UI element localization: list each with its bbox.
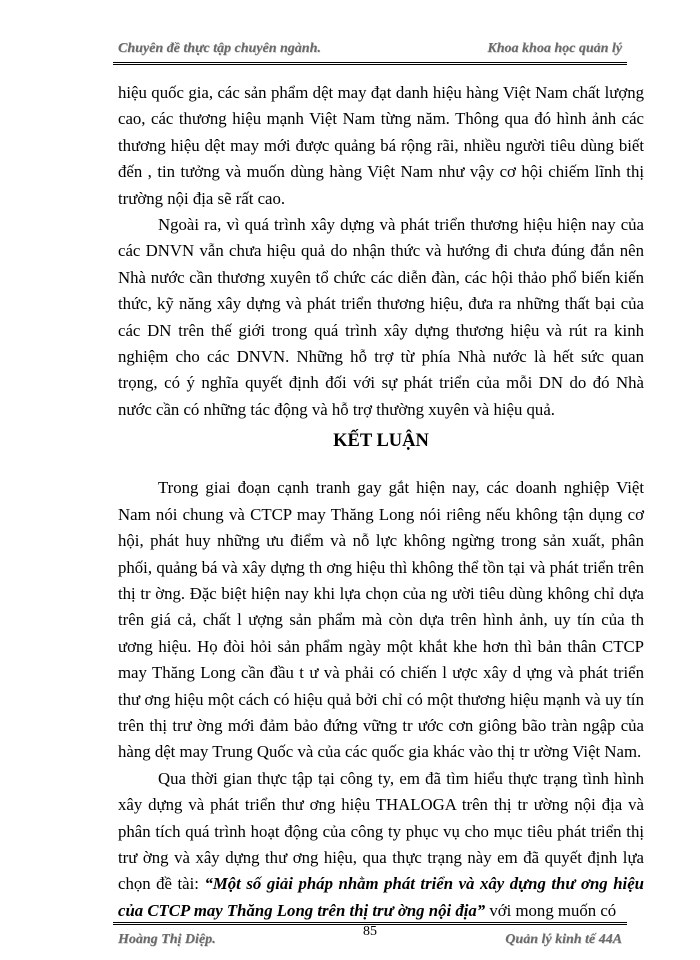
section-heading: KẾT LUẬN bbox=[333, 431, 429, 452]
header-left: Chuyên đề thực tập chuyên ngành. bbox=[118, 41, 321, 56]
thesis-title: “Một số giải pháp nhằm phát triển và xây dựng thư ơng hiệu của CTCP may Thăng Long trên thị trư ờng nội địa” bbox=[118, 874, 645, 920]
paragraph-4-tail: với mong muốn có bbox=[485, 900, 617, 920]
page-number: 85 bbox=[363, 924, 377, 939]
paragraph-4-lead: Qua thời gian thực tập tại công ty, em đã tìm hiểu thực trạng tình hình xây dựng và phát triển thư ơng hiệu THALOGA trên thị tr ường nội địa và phân tích quá trình hoạt động của công ty phục vụ cho mục tiêu phát triển thị trư ờng và xây dựng thư ơng hiệu, qua thực trạng này em đã quyết định lựa chọn đề tài: bbox=[118, 768, 644, 894]
paragraph-2: Ngoài ra, vì quá trình xây dựng và phát triển thương hiệu hiện nay của các DNVN vẫn chưa hiệu quả do nhận thức và hướng đi chưa đúng đắn nên Nhà nước cần thương xuyên tổ chức các diễn đàn, các hội thảo phổ biến kiến thức, kỹ năng xây dựng và phát triển thương hiệu, đưa ra những thất bại của các DN trên thế giới trong quá trình xây dựng thương hiệu và rút ra kinh nghiệm cho các DNVN. Những hỗ trợ từ phía Nhà nước là hết sức quan trọng, có ý nghĩa quyết định đối với sự phát triển của mỗi DN do đó Nhà nước cần có những tác động và hỗ trợ thường xuyên và hiệu quả. bbox=[118, 215, 644, 419]
paragraph-1: hiệu quốc gia, các sản phẩm dệt may đạt danh hiệu hàng Việt Nam chất lượng cao, các thương hiệu mạnh Việt Nam từng năm. Thông qua đó hình ảnh các thương hiệu dệt may mới được quảng bá rộng rãi, nhiều người tiêu dùng biết đến , tin tưởng và muốn dùng hàng Việt Nam như vậy cơ hội chiếm lĩnh thị trường nội địa sẽ rất cao. bbox=[118, 83, 644, 208]
page-footer bbox=[118, 924, 622, 947]
header-right: Khoa khoa học quản lý bbox=[487, 41, 622, 56]
page-header bbox=[118, 41, 622, 59]
paragraph-4 bbox=[118, 766, 644, 924]
footer-department: Quản lý kinh tế 44A bbox=[505, 932, 622, 947]
footer-author: Hoàng Thị Diệp. bbox=[118, 932, 216, 947]
page-body bbox=[118, 80, 644, 924]
paragraph-3: Trong giai đoạn cạnh tranh gay gắt hiện nay, các doanh nghiệp Việt Nam nói chung và CTCP may Thăng Long nói riêng nếu không tận dụng cơ hội, phát huy những ưu điểm và nỗ lực không ngừng trong sản xuất, phân phối, quảng bá và xây dựng th ơng hiệu thì không thể tồn tại và phát triển trên thị tr ờng. Đặc biệt hiện nay khi lựa chọn của ng ười tiêu dùng không chỉ dựa trên giá cả, chất l ượng sản phẩm mà còn dựa trên hình ảnh, uy tín của th ương hiệu. Họ đòi hỏi sản phẩm ngày một khắt khe hơn thì bản thân CTCP may Thăng Long cần đầu t ư và phải có chiến l ược xây d ựng và phát triển thư ơng hiệu một cách có hiệu quả bởi chỉ có một thương hiệu mạnh và uy tín trên thị trư ờng mới đảm bảo đứng vững tr ước cơn giông bão tràn ngập của hàng dệt may Trung Quốc và của các quốc gia khác vào thị tr ường Việt Nam. bbox=[118, 478, 644, 762]
header-rule bbox=[113, 62, 627, 65]
